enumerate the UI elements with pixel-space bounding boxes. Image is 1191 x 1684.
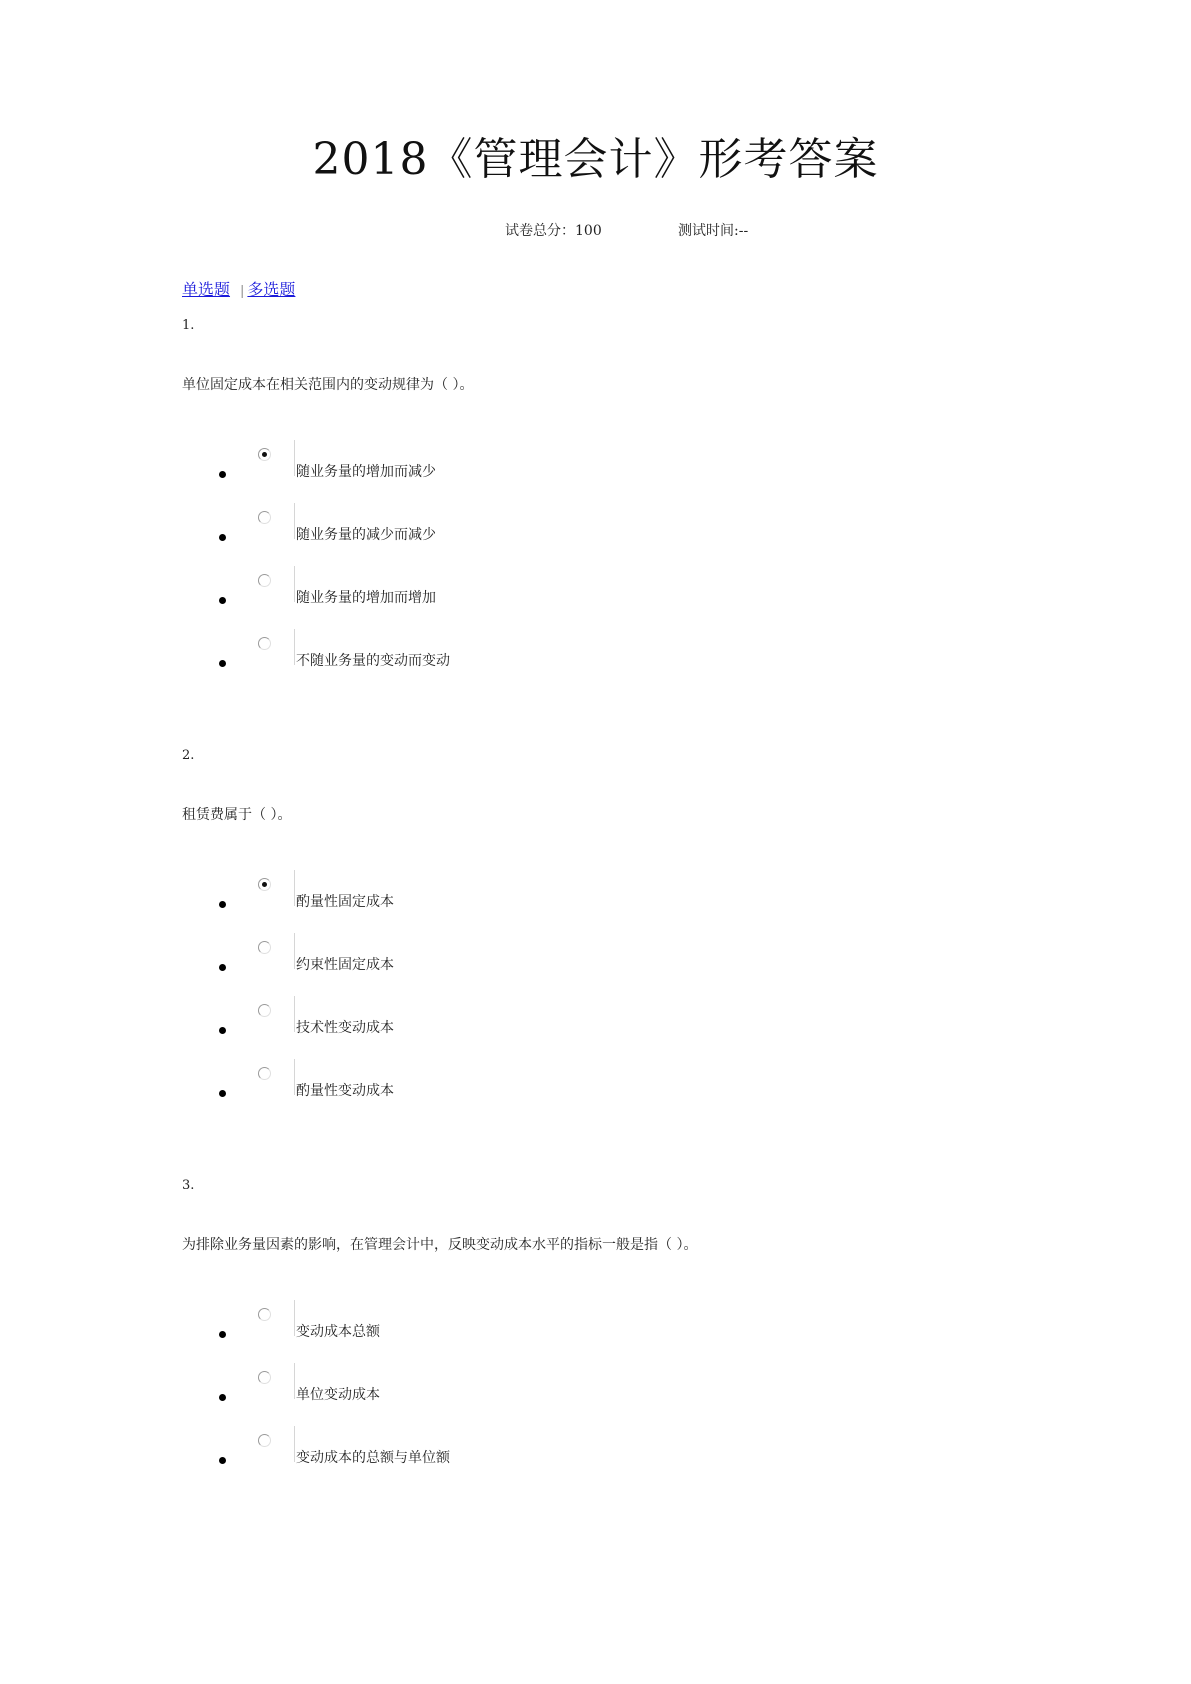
option-item: [182, 996, 782, 1059]
option-divider: [294, 1426, 295, 1462]
option-label: 变动成本总额: [296, 1324, 380, 1340]
option-label: 酌量性变动成本: [296, 1083, 394, 1099]
question-number: 1.: [182, 318, 195, 333]
option-divider: [294, 1363, 295, 1399]
option-list: [182, 440, 782, 692]
option-divider: [294, 933, 295, 969]
test-time-label: 测试时间:--: [678, 223, 749, 239]
bullet-dot-icon: [219, 1457, 226, 1464]
radio-button[interactable]: [258, 1308, 271, 1321]
bullet-dot-icon: [219, 964, 226, 971]
radio-button[interactable]: [258, 637, 271, 650]
option-label: 约束性固定成本: [296, 957, 394, 973]
question-number: 2.: [182, 748, 195, 763]
option-item: [182, 1059, 782, 1122]
option-label: 酌量性固定成本: [296, 894, 394, 910]
question-text: 单位固定成本在相关范围内的变动规律为（ ）。: [182, 377, 474, 393]
radio-button[interactable]: [258, 1434, 271, 1447]
radio-button[interactable]: [258, 1004, 271, 1017]
question-type-tabs: [182, 280, 295, 302]
option-item: [182, 870, 782, 933]
radio-button[interactable]: [258, 941, 271, 954]
option-divider: [294, 629, 295, 665]
option-item: [182, 1426, 782, 1489]
option-list: [182, 1300, 782, 1489]
option-item: [182, 629, 782, 692]
question-number: 3.: [182, 1178, 195, 1193]
bullet-dot-icon: [219, 534, 226, 541]
page-title: 2018《管理会计》形考答案: [312, 134, 879, 185]
bullet-dot-icon: [219, 1394, 226, 1401]
bullet-dot-icon: [219, 660, 226, 667]
option-divider: [294, 1059, 295, 1095]
option-label: 技术性变动成本: [296, 1020, 394, 1036]
question-text: 为排除业务量因素的影响，在管理会计中，反映变动成本水平的指标一般是指（ ）。: [182, 1237, 698, 1253]
option-divider: [294, 503, 295, 539]
question-1: [182, 318, 1082, 718]
option-label: 不随业务量的变动而变动: [296, 653, 450, 669]
option-label: 随业务量的增加而增加: [296, 590, 436, 606]
option-divider: [294, 870, 295, 906]
option-item: [182, 933, 782, 996]
radio-button[interactable]: [258, 574, 271, 587]
total-score-label: 试卷总分：100: [505, 223, 602, 239]
bullet-dot-icon: [219, 1027, 226, 1034]
bullet-dot-icon: [219, 1331, 226, 1338]
option-divider: [294, 1300, 295, 1336]
bullet-dot-icon: [219, 471, 226, 478]
option-item: [182, 566, 782, 629]
option-label: 单位变动成本: [296, 1387, 380, 1403]
radio-button[interactable]: [258, 1067, 271, 1080]
option-divider: [294, 566, 295, 602]
option-label: 随业务量的增加而减少: [296, 464, 436, 480]
bullet-dot-icon: [219, 901, 226, 908]
option-divider: [294, 996, 295, 1032]
option-list: [182, 870, 782, 1122]
tab-separator: |: [240, 284, 245, 299]
option-item: [182, 440, 782, 503]
question-2: [182, 748, 1082, 1148]
radio-button[interactable]: [258, 1371, 271, 1384]
exam-meta: [505, 222, 748, 240]
tab-multiple-choice[interactable]: 多选题: [247, 280, 296, 299]
option-item: [182, 503, 782, 566]
option-label: 随业务量的减少而减少: [296, 527, 436, 543]
option-label: 变动成本的总额与单位额: [296, 1450, 450, 1466]
radio-button[interactable]: [258, 511, 271, 524]
bullet-dot-icon: [219, 1090, 226, 1097]
bullet-dot-icon: [219, 597, 226, 604]
option-item: [182, 1363, 782, 1426]
question-text: 租赁费属于（ ）。: [182, 807, 292, 823]
tab-single-choice[interactable]: 单选题: [182, 280, 231, 299]
question-3: [182, 1178, 1082, 1518]
option-item: [182, 1300, 782, 1363]
radio-button[interactable]: [258, 878, 271, 891]
option-divider: [294, 440, 295, 476]
radio-button[interactable]: [258, 448, 271, 461]
